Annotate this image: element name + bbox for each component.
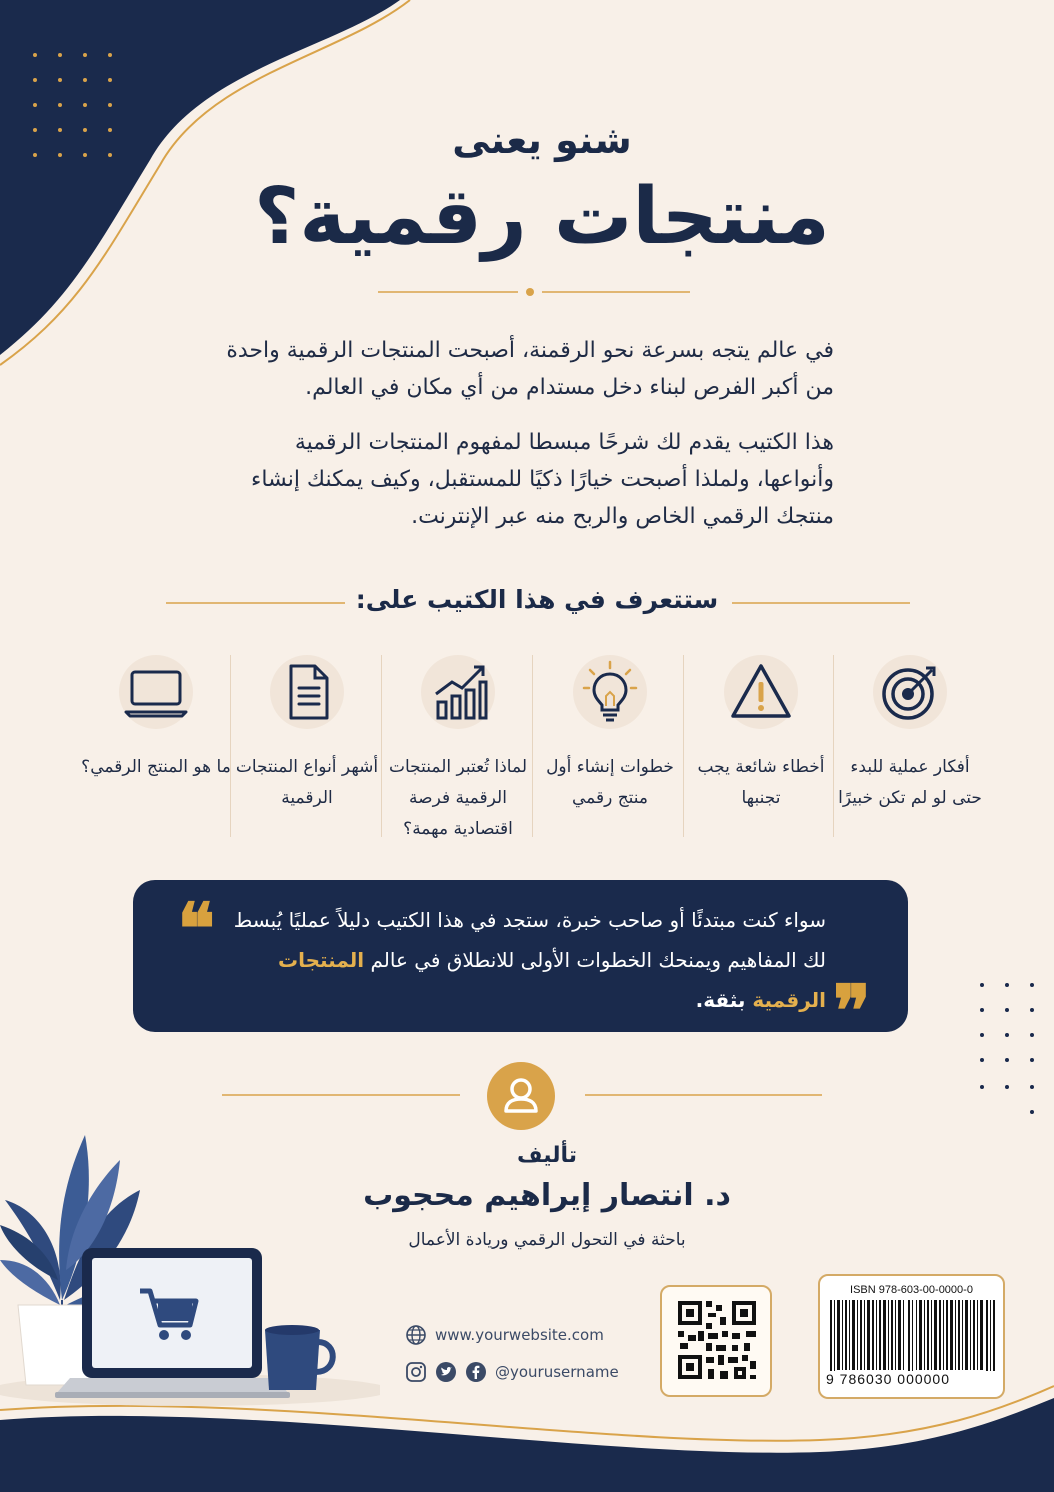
author-name: د. انتصار إيراهيم محجوب: [363, 1178, 731, 1213]
author-role: باحثة في التحول الرقمي وريادة الأعمال: [408, 1230, 686, 1250]
feature-label: أشهر أنواع المنتجات الرقمية: [235, 757, 379, 808]
feature-label: لماذا تُعتبر المنتجات الرقمية فرصة اقتصادية مهمة؟: [388, 757, 527, 839]
isbn-barcode: [818, 1274, 1005, 1399]
feature-item: [686, 655, 836, 840]
author-label: تأليف: [517, 1143, 577, 1168]
lightbulb-icon: [578, 660, 642, 724]
user-icon: [487, 1062, 555, 1130]
quote-main: سواء كنت مبتدئًا أو صاحب خبرة، ستجد في هذا الكتيب دليلاً عمليًا يُبسط لك المفاهيم ويمنحك الخطوات الأولى للانطلاق في عالم: [233, 908, 826, 972]
growth-chart-icon: [426, 660, 490, 724]
feature-label: خطوات إنشاء أول منتج رقمي: [546, 757, 674, 808]
feature-item: [232, 655, 382, 840]
author-avatar: [487, 1062, 555, 1130]
subtitle: شنو يعنى: [452, 118, 632, 162]
target-icon: [878, 660, 942, 724]
quote-text: [206, 900, 826, 1020]
document-icon: [275, 660, 339, 724]
warning-icon: [729, 660, 793, 724]
globe-icon: [405, 1324, 427, 1346]
learn-heading: ستتعرف في هذا الكتيب على:: [355, 585, 719, 614]
open-quote-icon: ❝: [177, 887, 215, 970]
website-link[interactable]: [405, 1324, 604, 1346]
twitter-icon[interactable]: [435, 1361, 457, 1383]
feature-label: ما هو المنتج الرقمي؟: [81, 757, 231, 777]
feature-label: أخطاء شائعة يجب تجنبها: [697, 757, 825, 808]
intro-paragraph-2: هذا الكتيب يقدم لك شرحًا مبسطا لمفهوم المنتجات الرقمية وأنواعها، ولملذا أصبحت خيارًا ذكيًا للمستقبل، وكيف يمكنك إنشاء منتجك الرقمي الخاص والربح منه عبر الإنترنت.: [251, 430, 834, 529]
username-text: @yourusername: [495, 1363, 619, 1381]
isbn-number: 9 786030 000000: [826, 1371, 998, 1387]
feature-item: [835, 655, 985, 840]
qr-code-icon: [662, 1287, 770, 1395]
quote-end: بثقة.: [695, 988, 753, 1012]
quote-highlight: المنتجات الرقمية: [277, 948, 826, 1012]
social-links[interactable]: [405, 1361, 619, 1383]
instagram-icon[interactable]: [405, 1361, 427, 1383]
facebook-icon[interactable]: [465, 1361, 487, 1383]
website-text: www.yourwebsite.com: [435, 1326, 604, 1344]
isbn-label: ISBN 978-603-00-0000-0: [850, 1284, 973, 1296]
laptop-icon: [124, 660, 188, 724]
feature-item: [535, 655, 685, 840]
page-title: منتجات رقمية؟: [254, 172, 830, 262]
quote-box: [133, 880, 908, 1052]
qr-code[interactable]: [660, 1285, 772, 1397]
feature-item: [383, 655, 533, 840]
intro-paragraph-1: في عالم يتجه بسرعة نحو الرقمنة، أصبحت المنتجات الرقمية واحدة من أكبر الفرص لبناء دخل مستدام من أي مكان في العالم.: [226, 338, 834, 400]
feature-item: [81, 655, 231, 840]
feature-label: أفكار عملية للبدء حتى لو لم تكن خبيرًا: [838, 757, 982, 808]
close-quote-icon: ❞: [833, 969, 871, 1052]
